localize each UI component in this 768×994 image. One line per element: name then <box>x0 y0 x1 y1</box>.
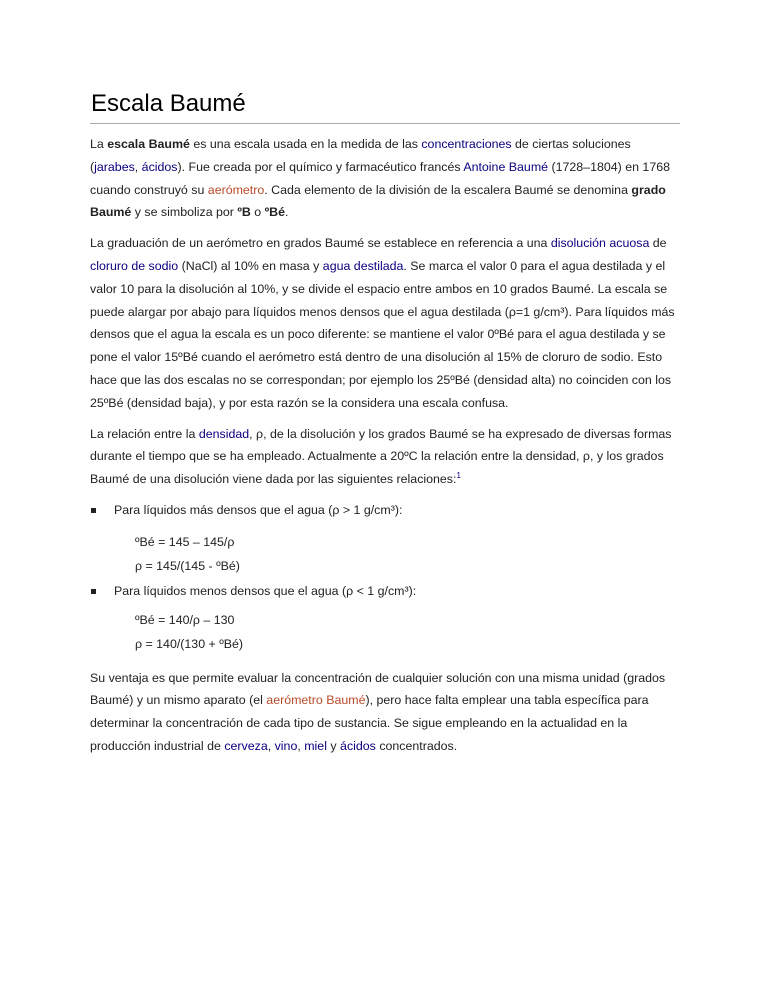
link-densidad[interactable]: densidad <box>198 426 250 441</box>
link-acidos-2[interactable]: ácidos <box>340 738 376 753</box>
symbol-be: ºBé <box>264 205 286 220</box>
article <box>90 88 680 758</box>
link-vino[interactable]: vino <box>274 738 298 753</box>
reference-link[interactable]: 1 <box>456 471 461 481</box>
list-item: Para líquidos menos densos que el agua (ρ < 1 g/cm³): <box>90 580 680 603</box>
formula: ºBé = 145 – 145/ρ <box>135 534 235 549</box>
page-title: Escala Baumé <box>90 88 680 124</box>
intro-paragraph: La escala Baumé es una escala usada en la medida de las concentraciones de ciertas soluciones (jarabes, ácidos). Fue creada por el químico y farmacéutico francés Antoine Baumé (1728–1804) en 1768 cuando construyó su aerómetro. Cada elemento de la división de la escalera Baumé se denomina grado Baumé y se simboliza por ºB o ºBé. <box>90 137 670 220</box>
link-aerometro[interactable]: aerómetro <box>207 182 265 197</box>
relation-paragraph: La relación entre la densidad, ρ, de la disolución y los grados Baumé se ha expresado de diversas formas durante el tiempo que se ha empleado. Actualmente a 20ºC la relación entre la densidad, ρ, y los grados Baumé de una disolución viene dada por las siguientes relaciones:$^1$ <box>90 426 672 487</box>
link-acidos[interactable]: ácidos <box>141 159 178 174</box>
link-agua-destilada[interactable]: agua destilada <box>322 258 404 273</box>
term-escala-baume: escala Baumé <box>107 137 190 151</box>
bullet-icon <box>91 589 96 594</box>
link-cerveza[interactable]: cerveza <box>224 738 268 753</box>
formula: ºBé = 140/ρ – 130 <box>135 612 235 627</box>
symbol-b: ºB <box>237 205 251 220</box>
link-miel[interactable]: miel <box>304 738 327 753</box>
formula-list <box>90 499 680 656</box>
link-antoine-baume[interactable]: Antoine Baumé <box>463 159 549 174</box>
list-item: Para líquidos más densos que el agua (ρ > 1 g/cm³): <box>90 499 680 522</box>
link-cloruro-de-sodio[interactable]: cloruro de sodio <box>90 258 179 273</box>
advantage-paragraph: Su ventaja es que permite evaluar la concentración de cualquier solución con una misma unidad (grados Baumé) y un mismo aparato (el aerómetro Baumé), pero hace falta emplear una tabla específica para determinar la concentración de cada tipo de sustancia. Se sigue empleando en la actualidad en la producción industrial de cerveza, vino, miel y ácidos concentrados. <box>90 670 666 753</box>
link-concentraciones[interactable]: concentraciones <box>421 137 512 151</box>
bullet-icon <box>91 508 96 513</box>
link-jarabes[interactable]: jarabes <box>94 159 135 174</box>
term-grado-baume: grado Baumé <box>90 182 666 220</box>
formula: ρ = 140/(130 + ºBé) <box>135 636 244 651</box>
formula: ρ = 145/(145 - ºBé) <box>135 558 240 573</box>
graduation-paragraph: La graduación de un aerómetro en grados Baumé se establece en referencia a una disolución acuosa de cloruro de sodio (NaCl) al 10% en masa y agua destilada. Se marca el valor 0 para el agua destilada y el valor 10 para la disolución al 10%, y se divide el espacio entre ambos en 10 grados Baumé. La escala se puede alargar por abajo para líquidos menos densos que el agua destilada (ρ=1 g/cm³). Para líquidos más densos que el agua la escala es un poco diferente: se mantiene el valor 0ºBé para el agua destilada y se pone el valor 15ºBé cuando el aerómetro está dentro de una disolución al 15% de cloruro de sodio. Esto hace que las dos escalas no se correspondan; por ejemplo los 25ºBé (densidad alta) no coinciden con los 25ºBé (densidad baja), y por esta razón se la considera una escala confusa. <box>90 236 675 410</box>
link-disolucion-acuosa[interactable]: disolución acuosa <box>550 236 650 251</box>
link-aerometro-baume[interactable]: aerómetro Baumé <box>266 693 366 708</box>
